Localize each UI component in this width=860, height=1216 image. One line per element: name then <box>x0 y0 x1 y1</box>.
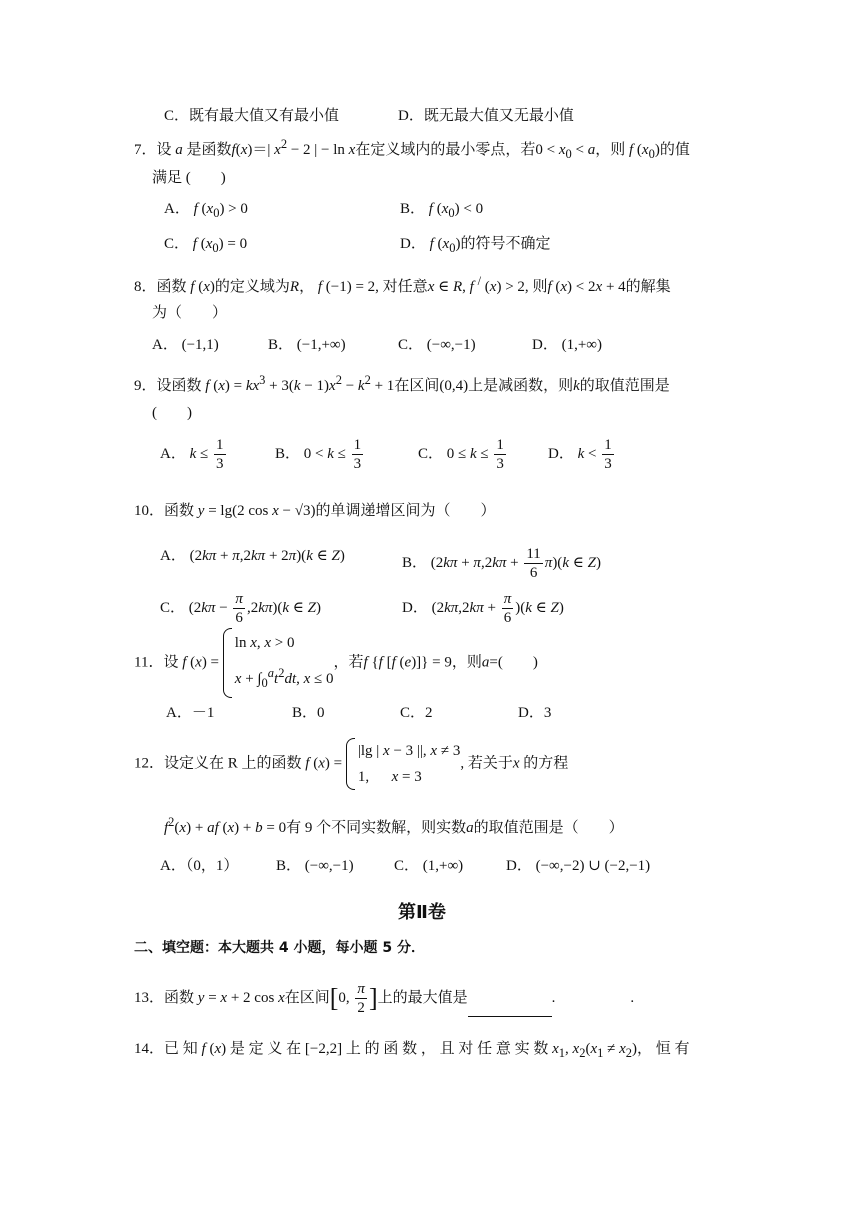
q11-option-d: D．3 <box>518 705 552 721</box>
fill-in-section-header: 二、填空题：本大题共 4 小题，每小题 5 分． <box>134 940 425 956</box>
q12-option-b: B． (−∞,−1) <box>276 858 354 874</box>
q8-stem: 8．函数 f (x)的定义域为R， f (−1) = 2, 对任意x ∈ R, f / (x) > 2, 则f (x) < 2x + 4的解集 <box>134 274 671 295</box>
q8-option-c: C． (−∞,−1) <box>398 337 476 353</box>
q6-option-d: D．既无最大值又无最小值 <box>398 108 574 124</box>
q7-option-d: D． f $(x_0)$的符号不确定 <box>400 236 551 255</box>
q9-option-d: D． k < $\frac{1}{3}$ <box>548 437 612 472</box>
q13-answer-blank[interactable] <box>468 1000 552 1017</box>
q9-option-c: C． 0 ≤ k ≤ $\frac{1}{3}$ <box>418 437 504 472</box>
q11-option-a: A．－1 <box>166 705 215 721</box>
q8-stem-cont: 为（ ） <box>152 305 228 321</box>
q10-option-a: A． (2kπ + π,2kπ + 2π)(k ∈ Z) <box>160 548 345 564</box>
q8-option-b: B． (−1,+∞) <box>268 337 346 353</box>
q12-option-c: C． (1,+∞) <box>394 858 464 874</box>
q12-option-d: D． (−∞,−2) ∪ (−2,−1) <box>506 858 651 874</box>
q11-option-c: C．2 <box>400 705 433 721</box>
q12-option-a: A．（0，1） <box>160 858 239 874</box>
q9-option-b: B． 0 < k ≤ $\frac{1}{3}$ <box>275 437 362 472</box>
q9-stem: 9．设函数 f $(x) = kx^3 + 3(k - 1)x^2 - k^2 + 1$在区间(0,4)上是减函数，则k的取值范围是 <box>134 373 670 394</box>
q7-option-b: B． f $(x_0) < 0$ <box>400 201 484 220</box>
q10-option-b: B． (2kπ + π,2kπ + $\frac{11}{6}$ π)(k ∈ Z) <box>402 546 601 581</box>
q12-stem: 12．设定义在 R 上的函数 f (x) = |lg | x − 3 ||, x ≠ 3 1, x = 3 , 若关于x 的方程 <box>134 738 568 790</box>
q13-stem: 13．函数 y = x + 2 cos x在区间[0, $\frac{\pi}{2}$ ]上的最大值是 . . <box>134 981 635 1016</box>
q14-stem: 14．已 知 f (x) 是 定 义 在 [−2,2] 上 的 函 数 ， 且 对 任 意 实 数 $x_1$, $x_2(x_1 \ne x_2)$， 恒 有 <box>134 1041 690 1060</box>
q10-option-c: C． (2kπ − $\frac{\pi}{6}$ ,2kπ)(k ∈ Z) <box>160 591 321 626</box>
q10-stem: 10．函数 y = lg(2 cos x − √3)的单调递增区间为（ ） <box>134 503 496 519</box>
q8-option-a: A． (−1,1) <box>152 337 219 353</box>
q7-option-c: C． f $(x_0) = 0$ <box>164 236 248 255</box>
q10-option-d: D． (2kπ,2kπ + $\frac{\pi}{6}$ )(k ∈ Z) <box>402 591 564 626</box>
q7-stem-cont: 满足 ( ) <box>152 170 226 186</box>
q12-stem-line2: $f^2(x)$ + af (x) + b = 0有 9 个不同实数解，则实数a的取值范围是（ ） <box>164 815 624 836</box>
q7-option-a: A． f $(x_0) > 0$ <box>164 201 248 220</box>
q7-stem: 7．设 a 是函数f(x)＝| $x^2 - 2$ | − ln x在定义域内的最小零点，若$0 < x_0 < a$，则 f $(x_0)$的值 <box>134 137 690 161</box>
part-two-title: 第Ⅱ卷 <box>398 902 446 923</box>
q12-piecewise: |lg | x − 3 ||, x ≠ 3 1, x = 3 <box>346 738 460 790</box>
q8-option-d: D． (1,+∞) <box>532 337 602 353</box>
q9-stem-cont: ( ) <box>152 405 192 421</box>
q9-option-a: A． k ≤ $\frac{1}{3}$ <box>160 437 224 472</box>
q11-piecewise: ln x, x > 0 $x + \int_0^at^2dt$, x ≤ 0 <box>223 628 334 698</box>
q6-option-c: C．既有最大值又有最小值 <box>164 108 340 124</box>
q11-option-b: B．0 <box>292 705 325 721</box>
q11-stem: 11．设 f (x) = ln x, x > 0 $x + \int_0^at^2dt$, x ≤ 0 ，若f {f [f (e)]} = 9，则a=( ) <box>134 628 538 698</box>
